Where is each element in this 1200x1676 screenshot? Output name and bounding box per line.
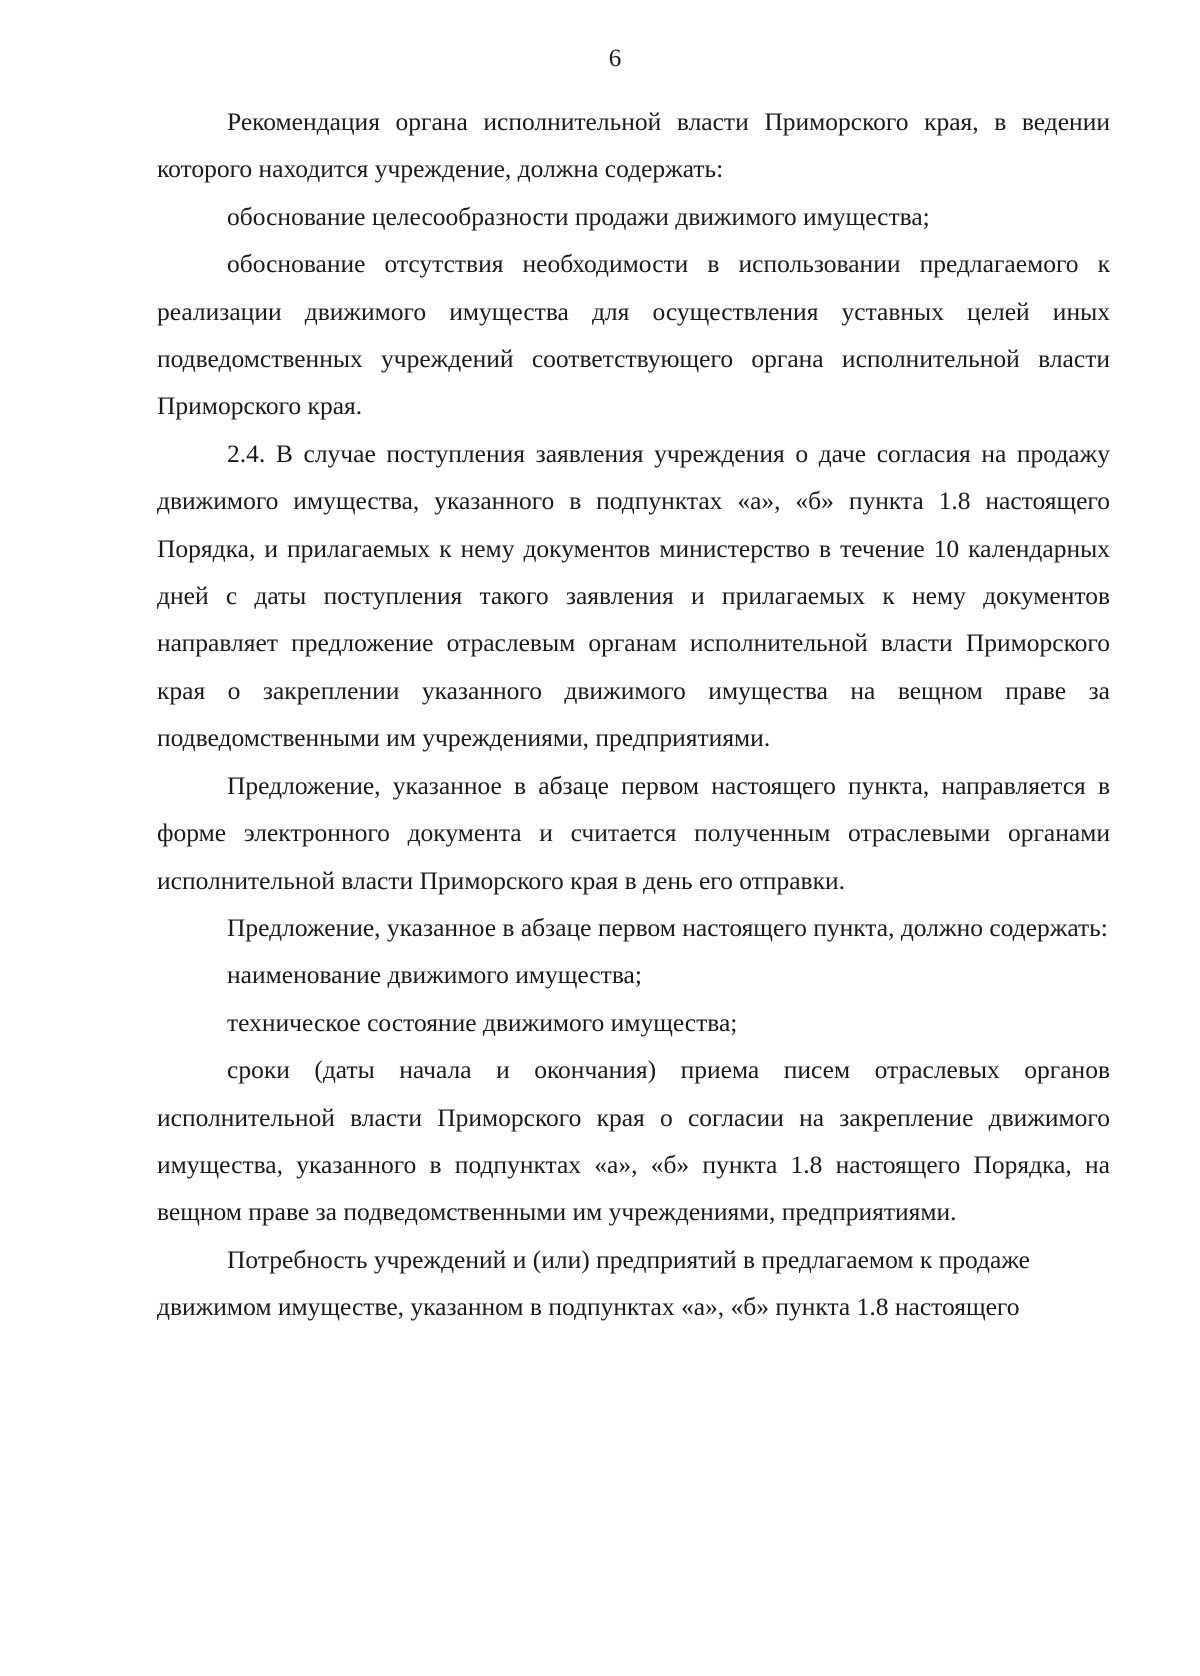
paragraph-acceptance-deadlines: сроки (даты начала и окончания) приема писем отраслевых органов исполнительной власти Приморского края о согласии на закрепление движимого имущества, указанного в подпунктах «а», «б» пункта 1.8 настоящего Порядка, на вещном праве за подведомственными им учреждениями, предприятиями. — [157, 1055, 1110, 1227]
paragraph-property-name: наименование движимого имущества; — [227, 960, 642, 990]
paragraph-no-need-justification: обоснование отсутствия необходимости в использовании предлагаемого к реализации движимого имущества для осуществления уставных целей иных подведомственных учреждений соответствующего органа исполнительной власти Приморского края. — [157, 249, 1110, 421]
paragraph-technical-condition: техническое состояние движимого имущества; — [227, 1007, 738, 1037]
paragraph-proposal-electronic-form: Предложение, указанное в абзаце первом настоящего пункта, направляется в форме электронного документа и считается полученным отраслевыми органами исполнительной власти Приморского края в день его отправки. — [157, 770, 1110, 895]
page-number: 6 — [608, 45, 622, 72]
paragraph-institutions-need: Потребность учреждений и (или) предприятий в предлагаемом к продаже движимом имуществе, указанном в подпунктах «а», «б» пункта 1.8 настоящего — [157, 1244, 1030, 1322]
paragraph-sale-justification: обоснование целесообразности продажи движимого имущества; — [227, 201, 930, 231]
document-body — [157, 98, 1110, 1331]
paragraph-proposal-content: Предложение, указанное в абзаце первом настоящего пункта, должно содержать: — [227, 912, 1108, 942]
paragraph-clause-2-4: 2.4. В случае поступления заявления учреждения о даче согласия на продажу движимого имущества, указанного в подпунктах «а», «б» пункта 1.8 настоящего Порядка, и прилагаемых к нему документов министерство в течение 10 календарных дней с даты поступления такого заявления и прилагаемых к нему документов направляет предложение отраслевым органам исполнительной власти Приморского края о закреплении указанного движимого имущества на вещном праве за подведомственными им учреждениями, предприятиями. — [157, 438, 1110, 753]
paragraph-recommendation-content: Рекомендация органа исполнительной власти Приморского края, в ведении которого находится учреждение, должна содержать: — [157, 107, 1110, 184]
